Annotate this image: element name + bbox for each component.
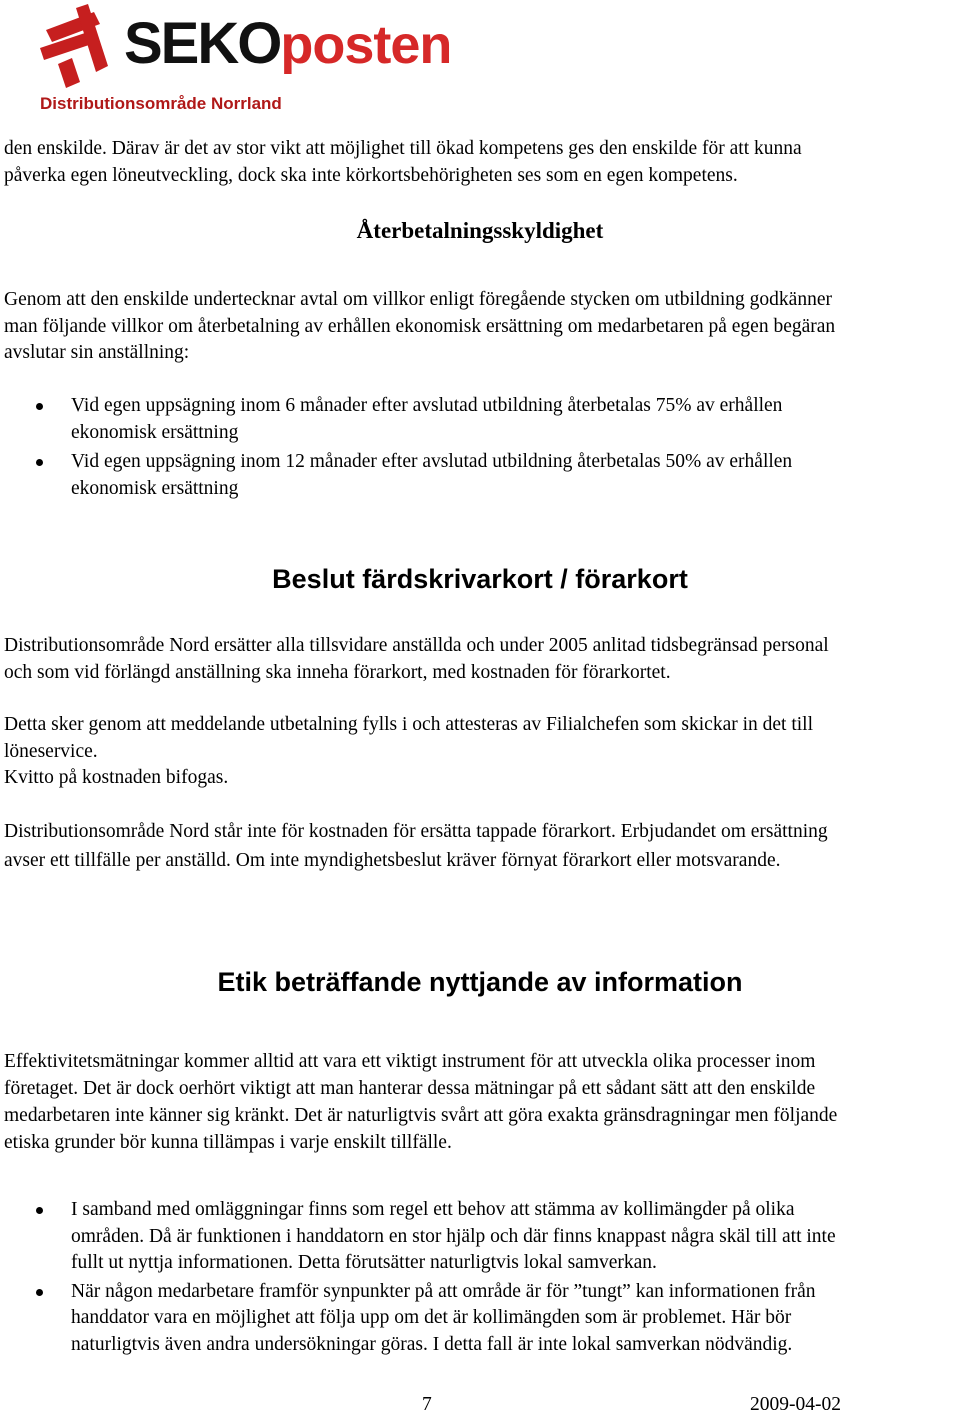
- text-line: påverka egen löneutveckling, dock ska inte körkortsbehörigheten ses som en egen kompetens.: [4, 164, 738, 186]
- page-number: 7: [422, 1394, 432, 1415]
- text-line: Vid egen uppsägning inom 12 månader efter avslutad utbildning återbetalas 50% av erhållen: [71, 451, 793, 472]
- text-line: löneservice.: [4, 740, 98, 762]
- text-line: och som vid förlängd anställning ska inneha förarkort, med kostnaden för förarkortet.: [4, 661, 671, 683]
- text-line: Distributionsområde Nord ersätter alla tillsvidare anställda och under 2005 anlitad tidsbegränsad personal: [4, 635, 829, 656]
- list-item: [0, 1279, 960, 1359]
- logo-wordmark-seko: SEKO: [124, 11, 281, 76]
- text-line: ekonomisk ersättning: [71, 421, 239, 443]
- list-item: [0, 393, 960, 446]
- text-line: områden. Då är funktionen i handdatorn en stor hjälp och där finns knappast några skäl till att inte: [71, 1225, 836, 1247]
- text-line: man följande villkor om återbetalning av erhållen ekonomisk ersättning om medarbetaren på egen begäran: [4, 315, 836, 337]
- tachograph-paragraph-3: [4, 818, 958, 875]
- tachograph-paragraph-2: [4, 712, 958, 792]
- repayment-bullet-list: [0, 393, 960, 502]
- text-line: Effektivitetsmätningar kommer alltid att vara ett viktigt instrument för att utveckla olika processer inom: [4, 1051, 816, 1072]
- text-line: Detta sker genom att meddelande utbetalning fylls i och attesteras av Filialchefen som skickar in det till: [4, 714, 814, 735]
- text-line: När någon medarbetare framför synpunkter på att område är för ”tungt” kan informationen från: [71, 1280, 816, 1302]
- repayment-paragraph: [4, 287, 958, 367]
- text-line: Vid egen uppsägning inom 6 månader efter avslutad utbildning återbetalas 75% av erhållen: [71, 395, 783, 416]
- logo-subtitle: Distributionsområde Norrland: [40, 94, 282, 113]
- repayment-heading: Återbetalningsskyldighet: [356, 218, 604, 243]
- tachograph-heading: Beslut färdskrivarkort / förarkort: [272, 564, 688, 594]
- logo-wordmark: [124, 4, 451, 85]
- footer-date: 2009-04-02: [750, 1394, 841, 1415]
- seko-logo: [36, 2, 454, 118]
- ethics-heading: Etik beträffande nyttjande av information: [217, 967, 743, 997]
- seko-emblem-icon: [36, 2, 126, 92]
- text-line: medarbetaren inte känner sig kränkt. Det är naturligtvis svårt att göra exakta gränsdragningar men följande: [4, 1105, 838, 1126]
- bullet-icon: [36, 403, 43, 410]
- text-line: avslutar sin anställning:: [4, 342, 190, 363]
- tachograph-paragraph-1: [4, 633, 958, 686]
- list-item: [0, 1197, 960, 1277]
- text-line: I samband med omläggningar finns som regel ett behov att stämma av kollimängder på olika: [71, 1199, 795, 1220]
- text-line: naturligtvis även andra undersökningar göras. I detta fall är inte lokal samverkan nödvändig.: [71, 1333, 793, 1355]
- bullet-icon: [36, 1207, 43, 1214]
- ethics-paragraph: [4, 1048, 958, 1156]
- text-line: Distributionsområde Nord står inte för kostnaden för ersätta tappade förarkort. Erbjudandet om ersättning: [4, 821, 828, 842]
- text-line: den enskilde. Därav är det av stor vikt att möjlighet till ökad kompetens ges den enskilde för att kunna: [4, 138, 802, 159]
- bullet-icon: [36, 1289, 43, 1296]
- ethics-bullet-list: [0, 1197, 960, 1358]
- logo-wordmark-posten: posten: [280, 15, 452, 75]
- text-line: fullt ut nyttja informationen. Detta förutsätter naturligtvis lokal samverkan.: [71, 1252, 657, 1273]
- text-line: Genom att den enskilde undertecknar avtal om villkor enligt föregående stycken om utbildning godkänner: [4, 289, 832, 310]
- bullet-icon: [36, 459, 43, 466]
- text-line: etiska grunder bör kunna tillämpas i varje enskilt tillfälle.: [4, 1132, 452, 1153]
- text-line: ekonomisk ersättning: [71, 477, 239, 499]
- text-line: Kvitto på kostnaden bifogas.: [4, 767, 229, 788]
- text-line: företaget. Det är dock oerhört viktigt att man hanterar dessa mätningar på ett sådant sätt att den enskilde: [4, 1078, 816, 1099]
- text-line: avser ett tillfälle per anställd. Om inte myndighetsbeslut kräver förnyat förarkort eller motsvarande.: [4, 849, 781, 871]
- intro-paragraph: [4, 136, 958, 189]
- list-item: [0, 449, 960, 502]
- text-line: handdator vara en möjlighet att följa upp om det är kollimängden som är problemet. Här bör: [71, 1307, 792, 1328]
